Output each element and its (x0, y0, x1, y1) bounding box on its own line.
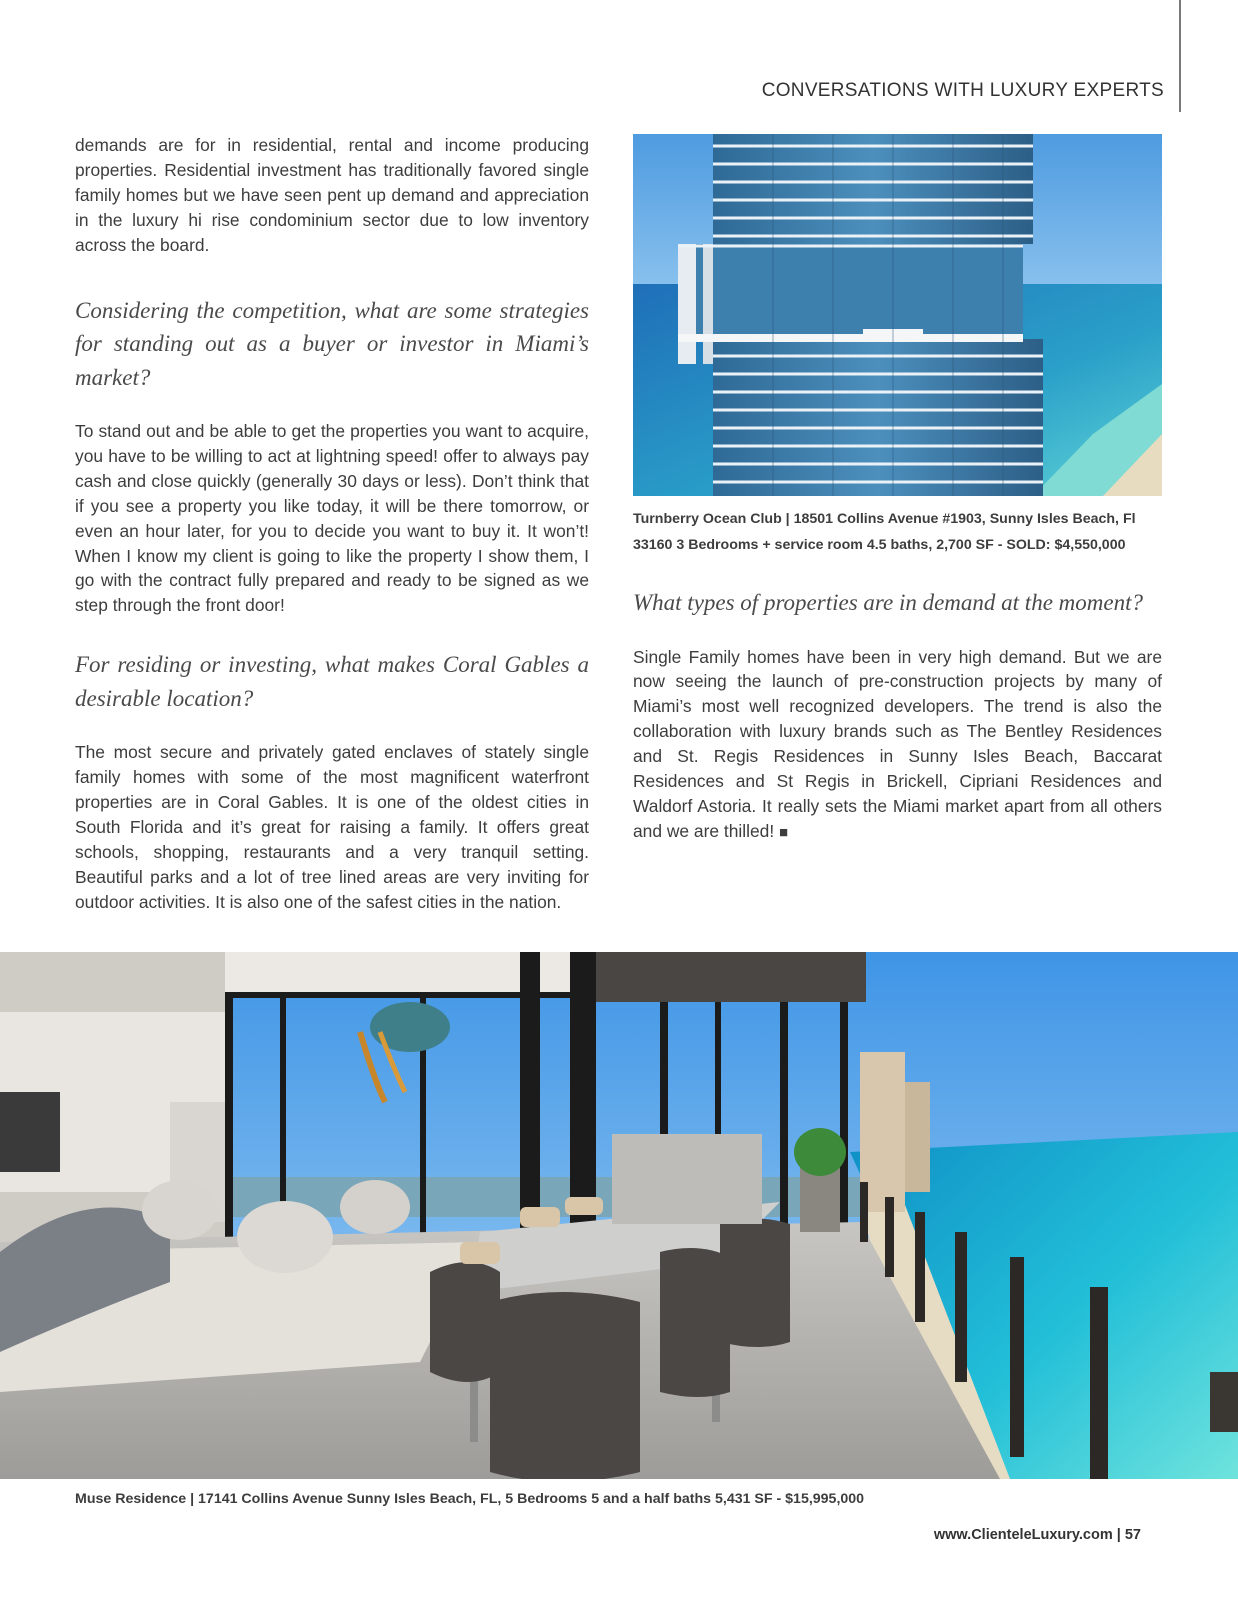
right-column (633, 586, 1162, 846)
turnberry-photo-caption: Turnberry Ocean Club | 18501 Collins Avenue #1903, Sunny Isles Beach, Fl 33160 3 Bedrooms + service room 4.5 baths, 2,700 SF - SOLD: $4,550,000 (633, 511, 1136, 553)
answer-coral-gables: The most secure and privately gated enclaves of stately single family homes with some of the most magnificent waterfront properties are in Coral Gables. It is one of the oldest cities in South Florida and it’s great for raising a family. It offers great schools, shopping, restaurants and a very tranquil setting. Beautiful parks and a lot of tree lined areas are very inviting for outdoor activities. It is also one of the safest cities in the nation. (75, 742, 589, 912)
muse-photo-caption: Muse Residence | 17141 Collins Avenue Sunny Isles Beach, FL, 5 Bedrooms 5 and a half baths 5,431 SF - $15,995,000 (75, 1491, 865, 1507)
section-header: CONVERSATIONS WITH LUXURY EXPERTS (761, 80, 1164, 101)
question-property-demand: What types of properties are in demand at the moment? (633, 590, 1143, 615)
answer-strategies: To stand out and be able to get the properties you want to acquire, you have to be willing to act at lightning speed! offer to always pay cash and close quickly (generally 30 days or less). Don’t think that if you see a property you like today, it will be there tomorrow, or even an hour later, for you to decide you want to buy it. It won’t! When I know my client is going to like the property I show them, I go with the contract fully prepared and ready to be signed as we step through the front door! (75, 421, 589, 616)
muse-residence-photo (0, 952, 1238, 1479)
question-coral-gables: For residing or investing, what makes Coral Gables a desirable location? (75, 652, 589, 711)
answer-property-demand (633, 645, 1162, 846)
turnberry-tower-photo (633, 134, 1162, 496)
question-strategies: Considering the competition, what are some strategies for standing out as a buyer or investor in Miami’s market? (75, 297, 589, 390)
edge-rule (1179, 0, 1181, 112)
page-folio: www.ClienteleLuxury.com | 57 (933, 1527, 1141, 1543)
intro-paragraph: demands are for in residential, rental and income producing properties. Residential investment has traditionally favored single family homes but we have seen pent up demand and appreciation in the luxury hi rise condominium sector due to low inventory across the board. (75, 135, 589, 255)
end-mark: ■ (779, 823, 789, 841)
answer-property-demand-text: Single Family homes have been in very high demand. But we are now seeing the launch of pre-construction projects by many of Miami’s most well recognized developers. The trend is also the collaboration with luxury brands such as The Bentley Residences and St. Regis Residences in Sunny Isles Beach, Baccarat Residences and St Regis in Brickell, Cipriani Residences and Waldorf Astoria. It really sets the Miami market apart from all others and we are thilled! (633, 646, 1162, 841)
left-column (75, 133, 589, 915)
